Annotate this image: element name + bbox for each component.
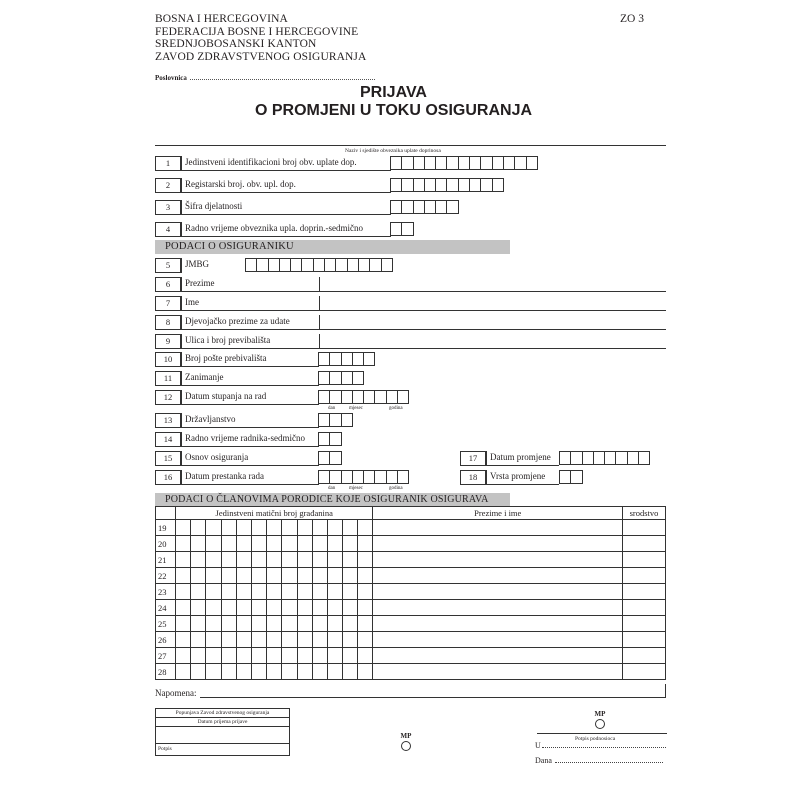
field-label: Registarski broj. obv. upl. dop. <box>181 178 391 193</box>
header-blank <box>156 507 176 520</box>
relation-cell[interactable] <box>623 568 666 584</box>
table-row <box>156 632 666 648</box>
field-label: Prezime <box>181 277 319 292</box>
name-cell[interactable] <box>373 568 623 584</box>
field-row-14 <box>155 432 319 447</box>
date-caption-month: mjesec <box>349 406 363 411</box>
family-members-table <box>155 506 666 680</box>
field-row-5 <box>155 258 243 273</box>
table-row <box>156 584 666 600</box>
poslovnica-field[interactable] <box>155 74 375 82</box>
change-type-boxes[interactable] <box>560 470 583 484</box>
stamp-circle-icon <box>401 741 411 751</box>
field-number: 6 <box>155 277 181 292</box>
field-label: Radno vrijeme obveznika upla. doprin.-sedmično <box>181 222 391 237</box>
row-number: 22 <box>156 568 176 584</box>
row-number: 27 <box>156 648 176 664</box>
field-number: 10 <box>155 352 181 367</box>
field-row-17 <box>460 451 559 466</box>
zavod-box-date-input[interactable] <box>156 727 289 744</box>
field-number: 15 <box>155 451 181 466</box>
date-caption-year: godina <box>389 406 403 411</box>
header-name: Prezime i ime <box>373 507 623 520</box>
relation-cell[interactable] <box>623 648 666 664</box>
field-number: 9 <box>155 334 181 349</box>
registry-number-boxes[interactable] <box>391 178 504 192</box>
poslovnica-label: Poslovnica <box>155 74 187 82</box>
table-row <box>156 536 666 552</box>
citizenship-boxes[interactable] <box>319 413 353 427</box>
relation-cell[interactable] <box>623 584 666 600</box>
field-label: Jedinstveni identifikacioni broj obv. uplate dop. <box>181 156 391 171</box>
start-date-boxes[interactable] <box>319 390 409 404</box>
field-row-4 <box>155 222 391 237</box>
field-number: 12 <box>155 390 181 405</box>
table-row <box>156 568 666 584</box>
field-row-12 <box>155 390 319 405</box>
form-code: ZO 3 <box>620 13 644 25</box>
date-label: Dana <box>535 756 552 765</box>
activity-code-boxes[interactable] <box>391 200 459 214</box>
poslovnica-input-line[interactable] <box>190 74 375 80</box>
field-number: 3 <box>155 200 181 215</box>
field-number: 5 <box>155 258 181 273</box>
table-row <box>156 616 666 632</box>
field-label: Datum promjene <box>486 451 559 466</box>
napomena-label: Napomena: <box>155 688 197 698</box>
section-family-header: PODACI O ČLANOVIMA PORODICE KOJE OSIGURANIK OSIGURAVA <box>155 493 510 507</box>
relation-cell[interactable] <box>623 616 666 632</box>
field-number: 17 <box>460 451 486 466</box>
page-title: PRIJAVA <box>360 84 427 101</box>
row-number: 20 <box>156 536 176 552</box>
date-caption-day: dan <box>328 486 336 491</box>
field-label: Datum stupanja na rad <box>181 390 319 405</box>
name-cell[interactable] <box>373 648 623 664</box>
organization-block <box>155 13 366 63</box>
field-row-9 <box>155 334 319 349</box>
napomena-input[interactable] <box>200 697 666 698</box>
zavod-box <box>155 708 290 756</box>
field-number: 1 <box>155 156 181 171</box>
place-field[interactable] <box>535 741 666 750</box>
signature-line[interactable] <box>537 733 667 734</box>
field-number: 16 <box>155 470 181 485</box>
relation-cell[interactable] <box>623 536 666 552</box>
relation-cell[interactable] <box>623 552 666 568</box>
table-header-row <box>156 507 666 520</box>
zavod-box-date-label: Datum prijema prijave <box>156 718 289 727</box>
field-label: Ime <box>181 296 319 311</box>
field-label: Zanimanje <box>181 371 319 386</box>
field-label: Datum prestanka rada <box>181 470 319 485</box>
field-number: 18 <box>460 470 486 485</box>
relation-cell[interactable] <box>623 664 666 680</box>
field-label: Šifra djelatnosti <box>181 200 391 215</box>
field-number: 13 <box>155 413 181 428</box>
date-caption-month: mjesec <box>349 486 363 491</box>
field-label: Radno vrijeme radnika-sedmično <box>181 432 319 447</box>
occupation-boxes[interactable] <box>319 371 364 385</box>
row-number: 19 <box>156 520 176 536</box>
header-relation: srodstvo <box>623 507 666 520</box>
org-line: SREDNJOBOSANSKI KANTON <box>155 38 317 50</box>
field-number: 4 <box>155 222 181 237</box>
field-row-8 <box>155 315 319 330</box>
name-cell[interactable] <box>373 632 623 648</box>
row-number: 21 <box>156 552 176 568</box>
naziv-caption: Naziv i sjedište obveznika uplate doprinosa <box>345 148 441 154</box>
row-number: 28 <box>156 664 176 680</box>
org-line: FEDERACIJA BOSNE I HERCEGOVINE <box>155 25 359 38</box>
row-number: 23 <box>156 584 176 600</box>
field-label: Državljanstvo <box>181 413 319 428</box>
name-cell[interactable] <box>373 600 623 616</box>
field-row-16 <box>155 470 319 485</box>
relation-cell[interactable] <box>623 520 666 536</box>
name-cell[interactable] <box>373 584 623 600</box>
mp-stamp-right <box>588 710 612 729</box>
field-row-2 <box>155 178 391 193</box>
row-number: 24 <box>156 600 176 616</box>
name-cell[interactable] <box>373 664 623 680</box>
naziv-input-line[interactable] <box>155 145 666 146</box>
date-input[interactable] <box>555 756 663 763</box>
field-label: Djevojačko prezime za udate <box>181 315 319 330</box>
table-row <box>156 664 666 680</box>
field-row-11 <box>155 371 319 386</box>
worker-hours-boxes[interactable] <box>319 432 342 446</box>
name-cell[interactable] <box>373 552 623 568</box>
relation-cell[interactable] <box>623 632 666 648</box>
surname-input[interactable] <box>319 277 666 292</box>
change-date-boxes[interactable] <box>560 451 650 465</box>
page-subtitle: O PROMJENI U TOKU OSIGURANJA <box>254 102 533 119</box>
place-input[interactable] <box>542 741 666 748</box>
place-label: U <box>535 741 541 750</box>
mp-stamp-center <box>394 732 418 751</box>
field-label: Vrsta promjene <box>486 470 559 485</box>
field-row-15 <box>155 451 319 466</box>
name-cell[interactable] <box>373 616 623 632</box>
field-label: Ulica i broj previbališta <box>181 334 319 349</box>
field-row-7 <box>155 296 319 311</box>
field-row-3 <box>155 200 391 215</box>
employer-hours-boxes[interactable] <box>391 222 414 236</box>
date-field[interactable] <box>535 756 663 765</box>
mp-label: MP <box>594 710 606 718</box>
table-row <box>156 600 666 616</box>
zavod-box-signature[interactable]: Potpis <box>158 746 172 752</box>
date-caption-year: godina <box>389 486 403 491</box>
relation-cell[interactable] <box>623 600 666 616</box>
unique-id-boxes[interactable] <box>391 156 538 170</box>
signature-caption: Potpis podnosioca <box>575 736 616 742</box>
field-label: Osnov osiguranja <box>181 451 319 466</box>
field-label: Broj pošte prebivališta <box>181 352 319 367</box>
table-row <box>156 648 666 664</box>
row-number: 26 <box>156 632 176 648</box>
table-row <box>156 520 666 536</box>
name-cell[interactable] <box>373 536 623 552</box>
field-number: 11 <box>155 371 181 386</box>
field-row-6 <box>155 277 319 292</box>
field-row-10 <box>155 352 319 367</box>
row-number: 25 <box>156 616 176 632</box>
org-line: BOSNA I HERCEGOVINA <box>155 13 288 25</box>
mp-label: MP <box>400 732 412 740</box>
postal-code-boxes[interactable] <box>319 352 375 366</box>
end-date-boxes[interactable] <box>319 470 409 484</box>
first-name-input[interactable] <box>319 296 666 311</box>
field-number: 14 <box>155 432 181 447</box>
stamp-circle-icon <box>595 719 605 729</box>
org-line: ZAVOD ZDRAVSTVENOG OSIGURANJA <box>155 50 367 63</box>
insurance-basis-boxes[interactable] <box>319 451 342 465</box>
header-jmbg: Jedinstveni matični broj građanina <box>176 507 373 520</box>
zavod-box-title: Popunjava Zavod zdravstvenog osiguranja <box>156 709 289 718</box>
field-number: 7 <box>155 296 181 311</box>
maiden-name-input[interactable] <box>319 315 666 330</box>
table-row <box>156 552 666 568</box>
section-insured-header: PODACI O OSIGURANIKU <box>155 240 510 254</box>
jmbg-boxes[interactable] <box>246 258 393 272</box>
field-number: 8 <box>155 315 181 330</box>
field-row-1 <box>155 156 391 171</box>
field-row-18 <box>460 470 559 485</box>
napomena-end-mark <box>665 684 666 698</box>
date-caption-day: dan <box>328 406 336 411</box>
field-row-13 <box>155 413 319 428</box>
street-address-input[interactable] <box>319 334 666 349</box>
name-cell[interactable] <box>373 520 623 536</box>
field-label: JMBG <box>181 258 243 273</box>
field-number: 2 <box>155 178 181 193</box>
